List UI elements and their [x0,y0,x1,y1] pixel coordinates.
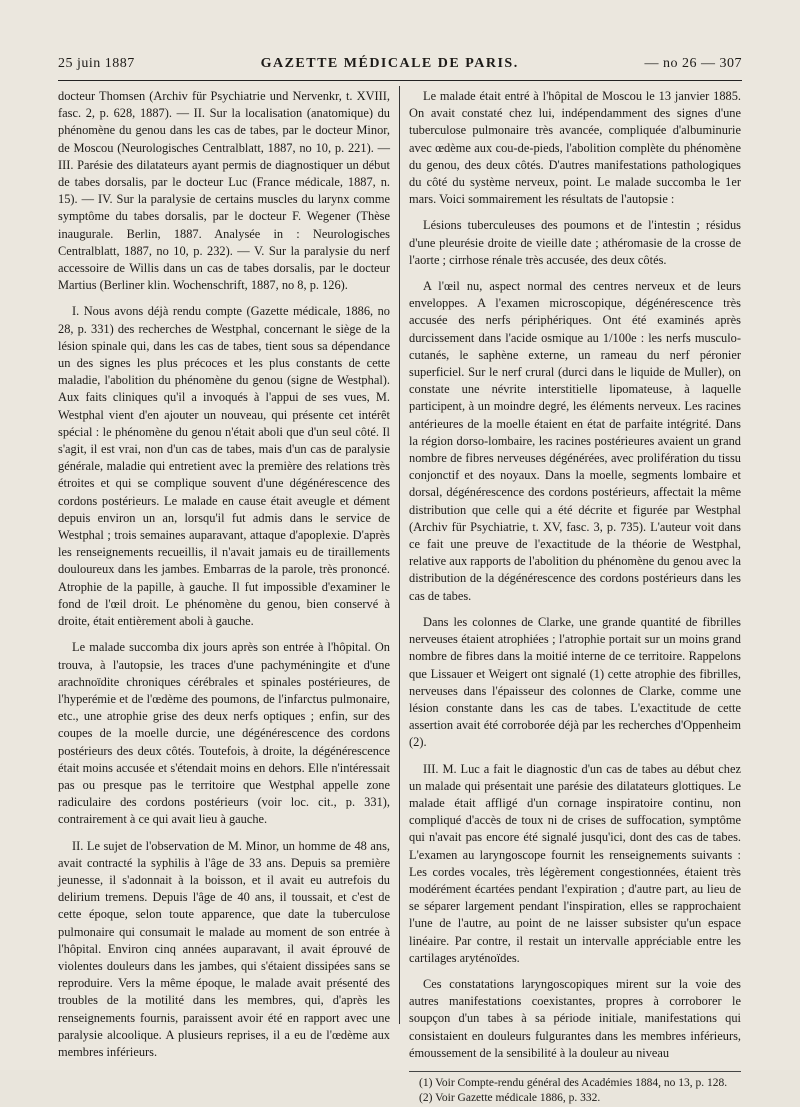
bibliography-paragraph: docteur Thomsen (Archiv für Psychiatrie und Nervenkr, t. XVIII, fasc. 2, p. 628, 1887). — II. Sur la localisation (anatomique) du phénomène du genou dans les cas de tabes, par le docteur Minor, de Moscou (Neurologisches Centralblatt, 1887, no 10, p. 221). — III. Parésie des dilatateurs ayant permis de diagnostiquer un début de tabes dorsalis, par le docteur Luc (France médicale, 1887, n. 15). — IV. Sur la paralysie de certains muscles du larynx comme symptôme du tabes dorsalis, par le docteur F. Wegener (Thèse inaugurale. Berlin, 1887. Analysée in : Neurologisches Centralblatt, 1887, no 10, p. 232). — V. Sur la paralysie du nerf accessoire de Willis dans un cas de tabes dorsalis, par le docteur Martius (Berliner klin. Wochenschrift, 1887, no 8, p. 126). [58,89,390,293]
issue-and-page-number: — no 26 — 307 [644,56,742,71]
running-header [58,56,742,78]
laryngoscopy-paragraph: Ces constatations laryngoscopiques mirent sur la voie des autres manifestations coexistantes, propres à corroborer le soupçon d'un tabes à sa période initiale, manifestations qui consistaient en douleurs fulgurantes dans les membres inférieurs, émoussement de la sensibilité à la douleur au niveau [409,976,741,1060]
clarke-columns-paragraph: Dans les colonnes de Clarke, une grande quantité de fibrilles nerveuses étaient atrophiées ; l'atrophie portait sur un moins grand nombre de fibres dans la moitié interne de ce territoire. Rappelons que Lissauer et Weigert ont signalé (1) cette atrophie des fibrilles, nerveuses dans l'épaisseur des colonnes de Clarke, comme une lésion constante dans les cas de tabes. L'exactitude de cette assertion avait été corroborée déjà par les recherches d'Oppenheim (2). [409,614,741,750]
footnote-2: (2) Voir Gazette médicale 1886, p. 332. [419,1092,601,1105]
header-rule [58,80,742,81]
section-ii-paragraph: II. Le sujet de l'observation de M. Minor, un homme de 48 ans, avait contracté la syphilis à l'âge de 33 ans. Depuis sa première jeunesse, il s'adonnait à la boisson, et il avait eu autrefois du delirium tremens. Depuis l'âge de 40 ans, il toussait, et c'est de cette époque, selon toute apparence, que date la tuberculose pulmonaire qui consumait le malade au moment de son entrée à l'hôpital. Environ cinq années auparavant, il avait éprouvé de violentes douleurs dans les jambes, qui s'étaient dissipées sans se reproduire. Vers la même époque, le malade avait présenté des troubles de la motilité dans les membres, qui, d'après les renseignements fournis, paraissent avoir été en rapport avec une paralysie alcoolique. A plusieurs reprises, il a eu de l'œdème aux membres inférieurs. [58,838,390,1059]
left-column [58,88,390,1070]
hospital-admission-paragraph: Le malade était entré à l'hôpital de Moscou le 13 janvier 1885. On avait constaté chez lui, indépendamment des signes d'une tuberculose pulmonaire très avancée, compliquée d'albuminurie avec œdème aux cou-de-pieds, l'abolition complète du phénomène du genou, des deux côtés. D'autres manifestations pathologiques du côté du système nerveux, point. Le malade succomba le 1er mars. Voici sommairement les résultats de l'autopsie : [409,89,741,207]
section-iii-paragraph: III. M. Luc a fait le diagnostic d'un cas de tabes au début chez un malade qui présentait une parésie des dilatateurs glottiques. Le malade était affligé d'un cornage inspiratoire continu, non compliqué d'accès de toux ni de crises de suffocation, symptôme qui n'avait pas encore été signalé jusqu'ici, dont des cas de tabes. L'examen au laryngoscope fournit les renseignements suivants : Les cordes vocales, très légèrement congestionnées, étaient très modérément écartées pendant l'expiration ; d'autre part, au lieu de se séparer largement pendant l'inspiration, elles se rapprochaient l'une de l'autre, au point de ne laisser subsister qu'un espace linéaire. Par contre, il restait un intervalle appréciable entre les cartilages aryténoïdes. [409,761,741,965]
lesions-paragraph: Lésions tuberculeuses des poumons et de l'intestin ; résidus d'une pleurésie droite de vieille date ; athéromasie de la crosse de l'aorte ; cirrhose rénale très accusée, des deux côtés. [409,218,741,267]
right-column [409,88,741,1107]
footnote-1: (1) Voir Compte-rendu général des Académies 1884, no 13, p. 128. [419,1076,728,1089]
journal-title: GAZETTE MÉDICALE DE PARIS. [260,56,519,71]
microscopy-paragraph: A l'œil nu, aspect normal des centres nerveux et de leurs enveloppes. A l'examen microscopique, dégénérescence très accusée des nerfs périphériques. Ont été examinés après durcissement dans l'acide osmique au 1/100e : les nerfs musculo-cutanés, le saphène externe, un rameau du nerf péronier superficiel. Sur le nerf crural (durci dans le liquide de Muller), on constate une névrite interstitielle lipomateuse, à laquelle participent, à un moindre degré, les éléments nerveux. Les racines antérieures de la moelle étaient en état de parfaite intégrité. Dans la région dorso-lombaire, les racines postérieures avaient un grand nombre de fibres nerveuses dégénérées, avec prolifération du tissu conjonctif et des noyaux. Dans la moelle, segments lombaire et dorsal, dégénérescence des cordons postérieurs, affectait la même distribution que celle qui a été décrite et figurée par Westphal (Archiv für Psychiatrie, t. XV, fasc. 3, p. 735). L'auteur voit dans ce fait une preuve de l'exactitude de la théorie de Westphal, relative aux rapports de l'abolition du phénomène du genou avec la distribution de la dégénérescence des cordons postérieurs dans les cas de tabes. [409,279,741,603]
column-divider [399,86,400,1024]
header-date: 25 juin 1887 [58,56,135,71]
section-i-paragraph: I. Nous avons déjà rendu compte (Gazette médicale, 1886, no 28, p. 331) des recherches de Westphal, concernant le siège de la lésion spinale qui, dans les cas de tabes, tient sous sa dépendance un des signes les plus précoces et les plus constants de cette maladie, l'abolition du phénomène du genou (signe de Westphal). Aux faits cliniques qu'il a invoqués à l'appui de ses vues, M. Westphal vient d'en ajouter un nouveau, qui présente cet intérêt spécial : le phénomène du genou n'était aboli que d'un seul côté. Il s'agit, il est vrai, non d'un cas de tabes, mais d'un cas de paralysie générale, maladie qui entretient avec la première des relations très étroites et qui se complique souvent d'une dégénérescence des cordons postérieurs. Le malade en cause était aveugle et dément depuis environ un an, lorsqu'il fut admis dans le service de Westphal ; trois semaines auparavant, attaque d'apoplexie. D'après les renseignements recueillis, il n'avait jamais eu de tiraillements douloureux dans les jambes. Embarras de la parole, très prononcé. Atrophie de la papille, à gauche. Il fut impossible d'examiner le fond de l'œil droit. Le phénomène du genou, bien conservé à droite, était entièrement aboli à gauche. [58,304,390,629]
autopsy-paragraph: Le malade succomba dix jours après son entrée à l'hôpital. On trouva, à l'autopsie, les traces d'une pachyméningite et d'une arachnoïdite chroniques cérébrales et spinales postérieures, de l'hyperémie et de l'œdème des poumons, de l'infarctus pulmonaire, etc., une atrophie grise des deux nerfs optiques ; enfin, sur des coupes de la moelle durcie, une dégénérescence des cordons postérieurs des deux côtés. Toutefois, à droite, la dégénérescence était moins accusée et s'étendait moins en dehors. Elle n'intéressait pas ou presque pas le territoire que Westphal appelle zone radiculaire des cordons postérieurs (voir loc. cit., p. 331), contrairement à ce qui avait lieu à gauche. [58,640,390,827]
footnotes [409,1071,741,1107]
